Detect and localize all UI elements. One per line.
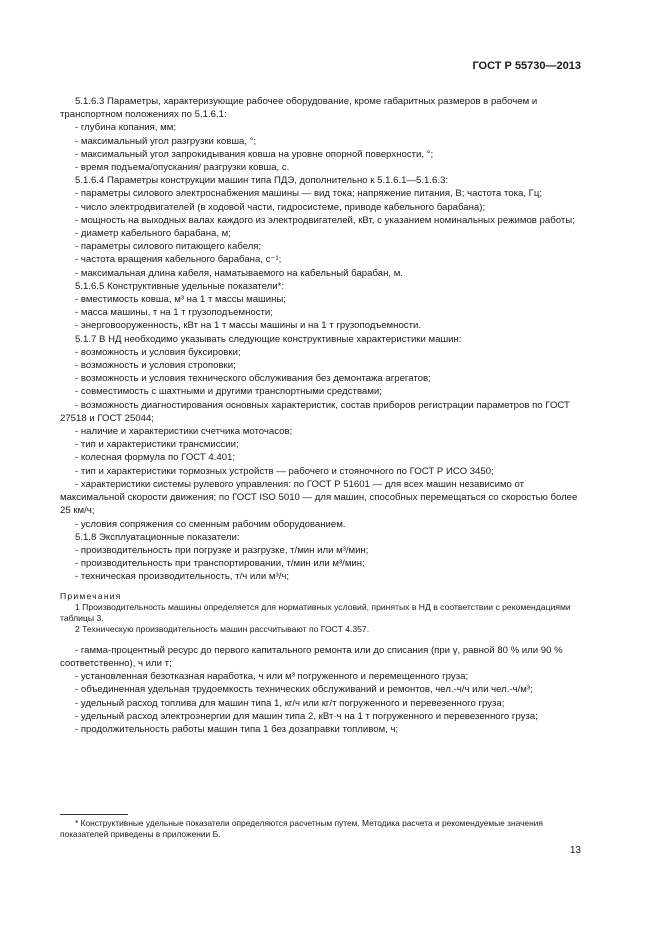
paragraph: - установленная безотказная наработка, ч или м³ погруженного и перемещенного груза; — [75, 671, 469, 683]
paragraph: - глубина копания, мм; — [75, 122, 177, 134]
paragraph: - энерговооруженность, кВт на 1 т массы машины и на 1 т грузоподъемности. — [75, 320, 421, 332]
paragraph: - возможность и условия технического обслуживания без демонтажа агрегатов; — [75, 373, 431, 385]
paragraph: - колесная формула по ГОСТ 4.401; — [75, 452, 236, 464]
paragraph: - параметры силового питающего кабеля; — [75, 241, 262, 253]
paragraph: 5.1.6.5 Конструктивные удельные показатели*: — [75, 280, 285, 292]
paragraph: 5.1.7 В НД необходимо указывать следующие конструктивные характеристики машин: — [75, 333, 462, 345]
paragraph: 5.1.6.4 Параметры конструкции машин типа ПДЭ, дополнительно к 5.1.6.1—5.1.6.3: — [75, 175, 449, 187]
note-item: 1 Производительность машины определяется для нормативных условий, принятых в НД в соответствии с рекомендациями таблицы 3. — [60, 601, 571, 623]
paragraph: - совместимость с шахтными и другими транспортными средствами; — [75, 386, 382, 398]
paragraph: - частота вращения кабельного барабана, с⁻¹; — [75, 254, 282, 266]
footnote: * Конструктивные удельные показатели определяются расчетным путем. Методика расчета и рекомендуемые значения показателей приведены в приложении Б. — [60, 818, 543, 839]
paragraph: - число электродвигателей (в ходовой части, гидросистеме, приводе кабельного барабана); — [75, 201, 486, 213]
note-item: 2 Техническую производительность машин рассчитывают по ГОСТ 4.357. — [75, 624, 370, 635]
paragraph: - параметры силового электроснабжения машины — вид тока; напряжение питания, В; частота тока, Гц; — [75, 188, 543, 200]
paragraph: - характеристики системы рулевого управления: по ГОСТ Р 51601 — для всех машин независимо от максимальной скорости движения; по ГОСТ ISO 5010 — для машин, способных перемещаться со скоростью более 25 км/ч; — [60, 478, 578, 517]
page-number: 13 — [569, 845, 581, 856]
notes-list — [60, 602, 582, 636]
paragraph: - объединенная удельная трудоемкость технических обслуживаний и ремонтов, чел.-ч/ч или чел.-ч/м³; — [75, 684, 533, 696]
paragraph: - производительность при погрузке и разгрузке, т/мин или м³/мин; — [75, 544, 369, 556]
document-code-header: ГОСТ Р 55730—2013 — [472, 60, 581, 72]
paragraph: - тип и характеристики тормозных устройств — рабочего и стояночного по ГОСТ Р ИСО 3450; — [75, 465, 494, 477]
paragraph: 5.1.6.3 Параметры, характеризующие рабочее оборудование, кроме габаритных размеров в рабочем и транспортном положениях по 5.1.6.1: — [60, 96, 538, 121]
paragraph: - возможность и условия буксировки; — [75, 346, 241, 358]
paragraph: - удельный расход топлива для машин типа 1, кг/ч или кг/т погруженного и перевезенного груза; — [75, 697, 505, 709]
notes-block — [60, 590, 582, 636]
paragraph: - время подъема/опускания/ разгрузки ковша, с. — [75, 162, 290, 174]
paragraph: - условия сопряжения со сменным рабочим оборудованием. — [75, 518, 346, 530]
paragraph: - производительность при транспортировании, т/мин или м³/мин; — [75, 558, 365, 570]
paragraph: - гамма-процентный ресурс до первого капитального ремонта или до списания (при γ, равной 80 % или 90 % соответственно), ч или т; — [60, 644, 563, 669]
paragraph: - возможность диагностирования основных характеристик, состав приборов регистрации параметров по ГОСТ 27518 и ГОСТ 25044; — [60, 399, 570, 424]
paragraph: - диаметр кабельного барабана, м; — [75, 228, 231, 240]
paragraph: - вместимость ковша, м³ на 1 т массы машины; — [75, 294, 286, 306]
paragraph: - масса машины, т на 1 т грузоподъемности; — [75, 307, 273, 319]
paragraph: - продолжительность работы машин типа 1 без дозаправки топливом, ч; — [75, 723, 399, 735]
paragraph: 5.1.8 Эксплуатационные показатели: — [75, 531, 240, 543]
paragraph: - наличие и характеристики счетчика моточасов; — [75, 426, 293, 438]
paragraph-list — [60, 95, 582, 584]
document-body — [60, 95, 582, 736]
paragraph: - максимальный угол разгрузки ковша, °; — [75, 135, 257, 147]
paragraph: - максимальный угол запрокидывания ковша на уровне опорной поверхности, °; — [75, 148, 434, 160]
paragraph: - удельный расход электроэнергии для машин типа 2, кВт·ч на 1 т погруженного и перевезенного груза; — [75, 710, 538, 722]
paragraph: - максимальная длина кабеля, наматываемого на кабельный барабан, м. — [75, 267, 403, 279]
paragraph-list-continued — [60, 644, 582, 736]
paragraph: - тип и характеристики трансмиссии; — [75, 439, 239, 451]
paragraph: - техническая производительность, т/ч или м³/ч; — [75, 571, 290, 583]
paragraph: - мощность на выходных валах каждого из электродвигателей, кВт, с указанием номинальных режимов работы; — [75, 214, 575, 226]
notes-title: Примечания — [60, 590, 122, 601]
paragraph: - возможность и условия строповки; — [75, 360, 236, 372]
footnote-divider — [60, 814, 128, 815]
